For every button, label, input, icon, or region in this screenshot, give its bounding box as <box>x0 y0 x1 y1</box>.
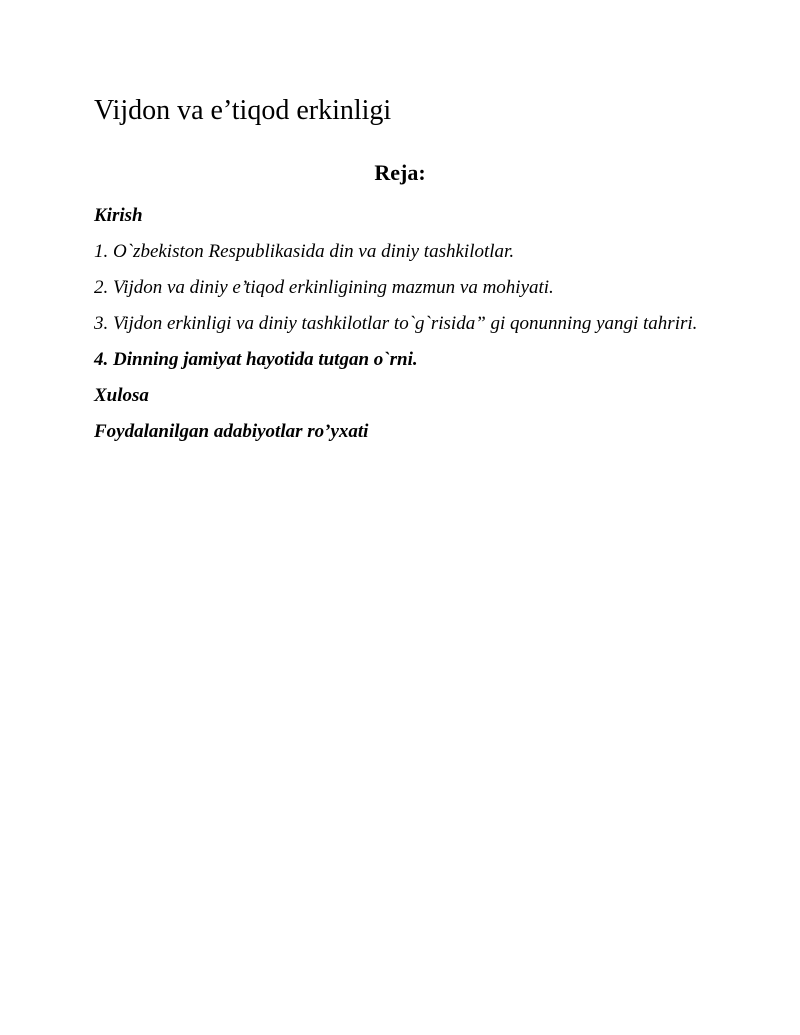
plan-item-2: 2. Vijdon va diniy e’tiqod erkinligining mazmun va mohiyati. <box>94 277 554 298</box>
plan-item-references: Foydalanilgan adabiyotlar ro’yxati <box>94 421 369 442</box>
document-title: Vijdon va e’tiqod erkinligi <box>94 95 392 126</box>
plan-heading-label: Reja: <box>374 160 426 185</box>
plan-item-3: 3. Vijdon erkinligi va diniy tashkilotlar to`g`risida” gi qonunning yangi tahriri. <box>94 313 698 334</box>
plan-item-4: 4. Dinning jamiyat hayotida tutgan o`rni. <box>94 349 418 370</box>
plan-item-intro: Kirish <box>94 205 143 226</box>
plan-list <box>94 198 706 450</box>
plan-heading <box>0 159 800 187</box>
plan-item-conclusion: Xulosa <box>94 385 149 406</box>
plan-item-1: 1. O`zbekiston Respublikasida din va diniy tashkilotlar. <box>94 241 515 262</box>
